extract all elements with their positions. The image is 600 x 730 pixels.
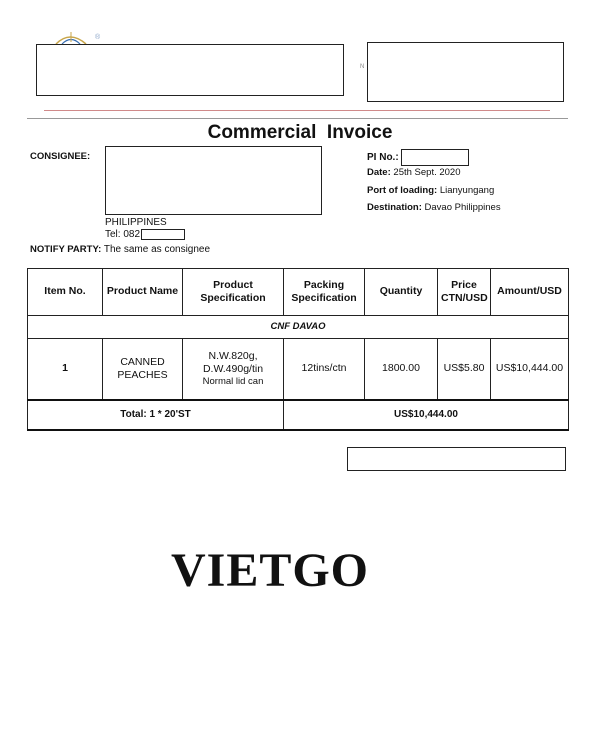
consignee-label: CONSIGNEE: [30, 151, 91, 162]
spec-line-1: N.W.820g, [208, 349, 258, 362]
port-label: Port of loading: [367, 185, 438, 196]
col-header-packing-spec: Packing Specification [284, 269, 365, 316]
cell-product-name: CANNED PEACHES [103, 339, 183, 401]
consignee-box [105, 146, 322, 215]
port-value: Lianyungang [439, 185, 495, 196]
date-label: Date: [367, 167, 391, 178]
destination-label: Destination: [367, 202, 422, 213]
col-header-amount: Amount/USD [491, 269, 569, 316]
destination [367, 202, 501, 213]
date-value: 25th Sept. 2020 [393, 167, 461, 178]
cell-packing: 12tins/ctn [284, 339, 365, 401]
cell-price: US$5.80 [438, 339, 491, 401]
col-header-product-name: Product Name [103, 269, 183, 316]
brand-logo-text: VIETGO [170, 544, 370, 597]
tel-label: Tel: 082 [105, 229, 141, 241]
section-label: CNF DAVAO [28, 316, 569, 339]
total-row [28, 400, 569, 430]
notify-party [30, 244, 210, 255]
table-row [28, 339, 569, 401]
cell-product-spec [183, 339, 284, 401]
consignee-country: PHILIPPINES [105, 217, 167, 228]
notify-party-label: NOTIFY PARTY: [30, 244, 102, 255]
spec-line-2: D.W.490g/tin [202, 363, 264, 376]
consignee-tel [105, 229, 185, 240]
pi-label: PI No.: [367, 152, 399, 164]
right-stub-text: N [360, 64, 365, 70]
cell-quantity: 1800.00 [365, 339, 438, 401]
total-label: Total: 1 * 20'ST [28, 400, 284, 430]
port-of-loading [367, 185, 494, 196]
redacted-company-box [36, 44, 344, 96]
col-header-price: Price CTN/USD [438, 269, 491, 316]
pi-redacted-box [401, 149, 469, 166]
tel-redacted-box [141, 229, 185, 240]
header-divider-red [44, 110, 550, 111]
notify-party-value: The same as consignee [103, 244, 211, 255]
signature-box [347, 447, 566, 471]
destination-value: Davao Philippines [424, 202, 501, 213]
invoice-date [367, 167, 461, 178]
cell-item-no: 1 [28, 339, 103, 401]
table-header-row [28, 269, 569, 316]
col-header-product-spec: Product Specification [183, 269, 284, 316]
pi-number [367, 149, 469, 166]
cell-amount: US$10,444.00 [491, 339, 569, 401]
header-divider [27, 118, 568, 119]
redacted-contact-box [367, 42, 564, 102]
col-header-quantity: Quantity [365, 269, 438, 316]
total-amount: US$10,444.00 [284, 400, 569, 430]
invoice-title: Commercial Invoice [207, 122, 393, 143]
section-row [28, 316, 569, 339]
invoice-table [27, 268, 569, 431]
registered-mark: ® [95, 34, 101, 41]
col-header-item-no: Item No. [28, 269, 103, 316]
spec-line-3: Normal lid can [202, 376, 264, 388]
